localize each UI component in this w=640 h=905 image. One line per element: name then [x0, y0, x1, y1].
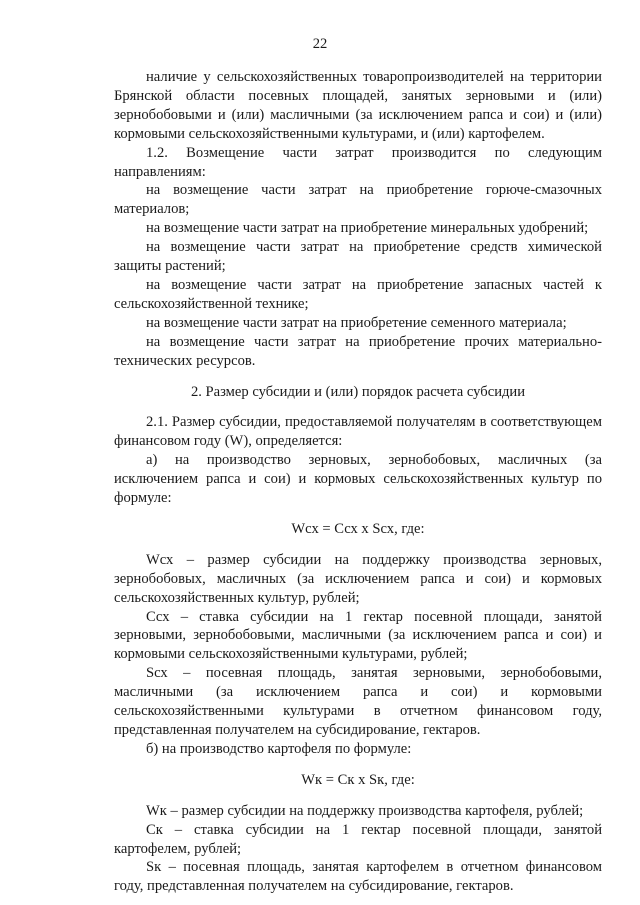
paragraph-2-1-subsidy-size: 2.1. Размер субсидии, предоставляемой получателям в соответствующем финансовом году (W), определяется:: [114, 414, 602, 450]
list-item-other-resources: на возмещение части затрат на приобретение прочих материально-технических ресурсов.: [114, 333, 602, 369]
paragraph-1-2-directions: 1.2. Возмещение части затрат производится по следующим направлениям:: [114, 144, 602, 180]
section-heading-2: 2. Размер субсидии и (или) порядок расчета субсидии: [190, 383, 526, 400]
definition-c-sx: Ссх – ставка субсидии на 1 гектар посевной площади, занятой зерновыми, зернобобовыми, масличными (за исключением рапса и сои) и кормовыми сельскохозяйственными культурами, рублей;: [114, 608, 602, 663]
definition-w-k: Wк – размер субсидии на поддержку производства картофеля, рублей;: [146, 802, 584, 819]
paragraph-b-potato-formula-intro: б) на производство картофеля по формуле:: [146, 740, 412, 757]
list-item-plant-protection: на возмещение части затрат на приобретение средств химической защиты растений;: [114, 239, 602, 275]
list-item-mineral-fertilizers: на возмещение части затрат на приобретение минеральных удобрений;: [146, 220, 589, 237]
page-number: 22: [312, 36, 328, 52]
definition-w-sx: Wсх – размер субсидии на поддержку производства зерновых, зернобобовых, масличных (за исключением рапса и сои) и кормовых сельскохозяйственных культур, рублей;: [114, 551, 602, 606]
definition-s-sx: Sсх – посевная площадь, занятая зерновыми, зернобобовыми, масличными (за исключением рапса и сои) и кормовыми сельскохозяйственными культурами в отчетном финансовом году, представленная получателем на субсидирование, гектаров.: [114, 665, 602, 738]
list-item-fuel-lubricants: на возмещение части затрат на приобретение горюче-смазочных материалов;: [114, 182, 602, 218]
definition-s-k: Sк – посевная площадь, занятая картофелем в отчетном финансовом году, представленная получателем на субсидирование, гектаров.: [114, 859, 602, 895]
formula-grain-crops: Wсх = Ссх х Sсх, где:: [291, 520, 425, 537]
formula-potato: Wк = Ск х Sк, где:: [301, 771, 415, 788]
paragraph-eligibility-condition: наличие у сельскохозяйственных товаропроизводителей на территории Брянской области посевных площадей, занятых зерновыми и (или) зернобобовыми и (или) масличными (за исключением рапса и сои) и (или) кормовыми сельскохозяйственными культурами, и (или) картофелем.: [114, 69, 602, 142]
list-item-spare-parts: на возмещение части затрат на приобретение запасных частей к сельскохозяйственной технике;: [114, 276, 602, 312]
document-body: [114, 68, 602, 896]
paragraph-a-grain-formula-intro: а) на производство зерновых, зернобобовых, масличных (за исключением рапса и сои) и кормовых сельскохозяйственных культур по формуле:: [114, 452, 602, 507]
list-item-seed-material: на возмещение части затрат на приобретение семенного материала;: [146, 314, 567, 331]
definition-c-k: Ск – ставка субсидии на 1 гектар посевной площади, занятой картофелем, рублей;: [114, 821, 602, 857]
